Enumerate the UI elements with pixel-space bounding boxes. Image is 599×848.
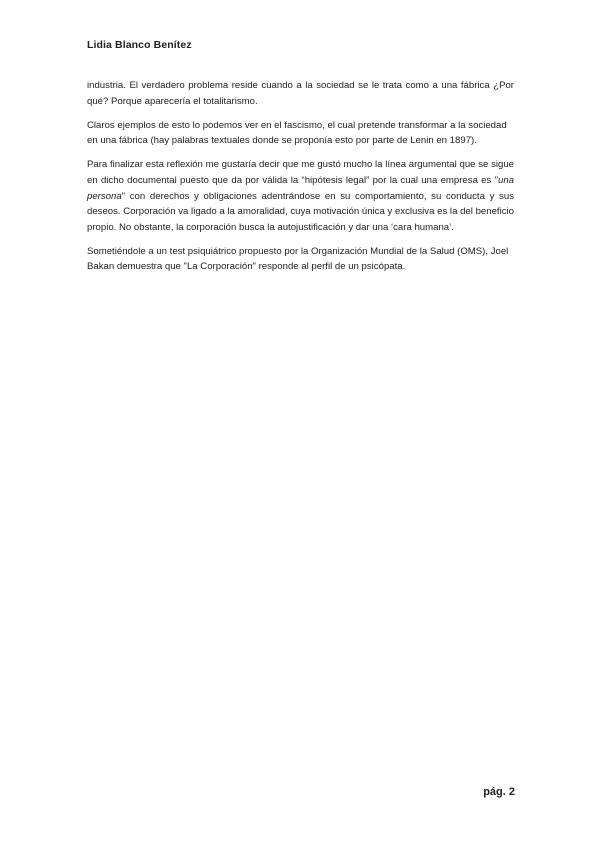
- paragraph-3-emphasis: una persona: [87, 174, 514, 202]
- paragraph-4: Sometiéndole a un test psiquiátrico propuesto por la Organización Mundial de la Salud (OMS), Joel Bakan demuestra que "La Corporación" responde al perfil de un psicópata.: [87, 245, 509, 273]
- paragraph-3: [87, 157, 514, 235]
- body-text: [87, 78, 514, 284]
- paragraph-3-after: " con derechos y obligaciones adentrándose en su comportamiento, su conducta y sus deseos. Corporación va ligado a la amoralidad, cuya motivación única y exclusiva es la del beneficio propio. No obstante, la corporación busca la autojustificación y dar una ‘cara humana’.: [87, 190, 514, 233]
- header-author: Lidia Blanco Benítez: [87, 39, 192, 51]
- paragraph-2: Claros ejemplos de esto lo podemos ver en el fascismo, el cual pretende transformar a la sociedad en una fábrica (hay palabras textuales donde se proponía esto por parte de Lenin en 1897).: [87, 119, 507, 147]
- paragraph-3-before: Para finalizar esta reflexión me gustaría decir que me gustó mucho la línea argumental que se sigue en dicho documental puesto que da por válida la “hipótesis legal” por la cual una empresa es ": [87, 159, 514, 186]
- paragraph-1: industria. El verdadero problema reside cuando a la sociedad se le trata como a una fábrica ¿Por qué? Porque aparecería el totalitarismo.: [87, 80, 514, 107]
- page-number: pág. 2: [483, 786, 515, 798]
